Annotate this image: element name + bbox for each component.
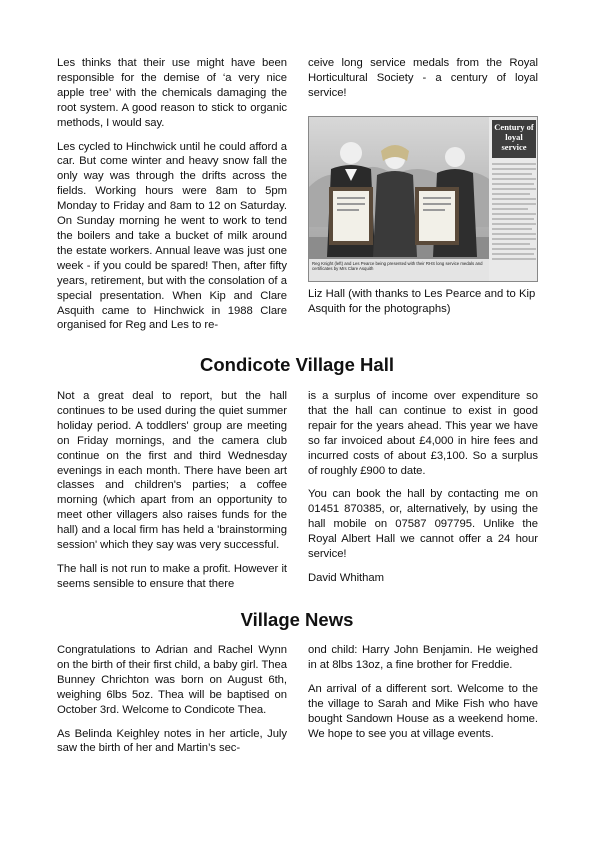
paragraph: Not a great deal to report, but the hall continues to be used during the quiet summer holiday period. A toddlers' group are meeting on Friday mornings, and the camera club continue on the first and third Wednesday evenings in each month. There have been art classes and children's parties; a coffee morning (which apart from an opportunity to meet other villagers also raises funds for the hall) and a local firm has held a 'brainstorming session' which they say was very successful. bbox=[57, 390, 287, 552]
article-right-column bbox=[308, 643, 538, 741]
article-right-column bbox=[308, 56, 538, 101]
paragraph: ceive long service medals from the Royal Horticultural Society - a century of loyal service! bbox=[308, 57, 538, 99]
paragraph: is a surplus of income over expenditure so that the hall can continue to exist in good repair for the years ahead. This year we have so far invoiced about £4,000 in hire fees and incurred costs of about £3,100. So a surplus of roughly £900 to date. bbox=[308, 390, 538, 477]
clipping-headline: Century of loyal service bbox=[494, 122, 534, 152]
paragraph: Les cycled to Hinchwick until he could afford a car. But come winter and heavy snow fall the only way was through the drifts across the fields. Working hours were 8am to 5pm Monday to Friday and 8am to 12 on Saturday. On Sunday morning he went to work to tend the boilers and take a bucket of milk around the estate workers. Annual leave was just one week - if you could be spared! Then, after fifty years, retirement, but with the consolation of a special presentation. When Kip and Clare Asquith came to Hinchwick in 1988 Clare organised for Reg and Les to re- bbox=[57, 140, 287, 332]
newspaper-clipping-photo bbox=[308, 116, 538, 282]
paragraph: Congratulations to Adrian and Rachel Wynn on the birth of their first child, a baby girl. Thea Bunney Chrichton was born on August 6th, weighing 6lbs 5oz. Thea will be baptised on October 3rd. Welcome to Condicote Thea. bbox=[57, 644, 287, 716]
section-heading: Condicote Village Hall bbox=[200, 354, 394, 375]
paragraph: You can book the hall by contacting me on 01451 870385, or, alternatively, by using the hall mobile on 07587 097795. Unlike the Royal Albert Hall we cannot offer a 24 hour service! bbox=[308, 488, 538, 561]
paragraph: ond child: Harry John Benjamin. He weighed in at 8lbs 13oz, a fine brother for Freddie. bbox=[308, 644, 538, 671]
photo-credit: Liz Hall (with thanks to Les Pearce and to Kip Asquith for the photographs) bbox=[308, 288, 536, 315]
article-left-column bbox=[57, 389, 287, 592]
paragraph: An arrival of a different sort. Welcome to the the village to Sarah and Mike Fish who have bought Sandown House as a weekend home. We hope to see you at village events. bbox=[308, 682, 538, 740]
paragraph: Les thinks that their use might have been responsible for the demise of ‘a very nice apple tree’ with the chemicals damaging the root system. A good reason to stick to organic methods, I would say. bbox=[57, 57, 287, 129]
paragraph: The hall is not run to make a profit. However it seems sensible to ensure that there bbox=[57, 562, 287, 590]
article-right-column bbox=[308, 389, 538, 586]
paragraph: As Belinda Keighley notes in her article, July saw the birth of her and Martin’s sec- bbox=[57, 727, 287, 755]
article-left-column bbox=[57, 56, 287, 333]
clipping-photo-caption: Reg Knight (left) and Les Pearce being presented with their RHS long service medals and certificates by Mrs Clare Asquith bbox=[312, 261, 483, 272]
author-signature: David Whitham bbox=[308, 571, 384, 584]
section-heading: Village News bbox=[240, 609, 354, 630]
article-left-column bbox=[57, 643, 287, 756]
